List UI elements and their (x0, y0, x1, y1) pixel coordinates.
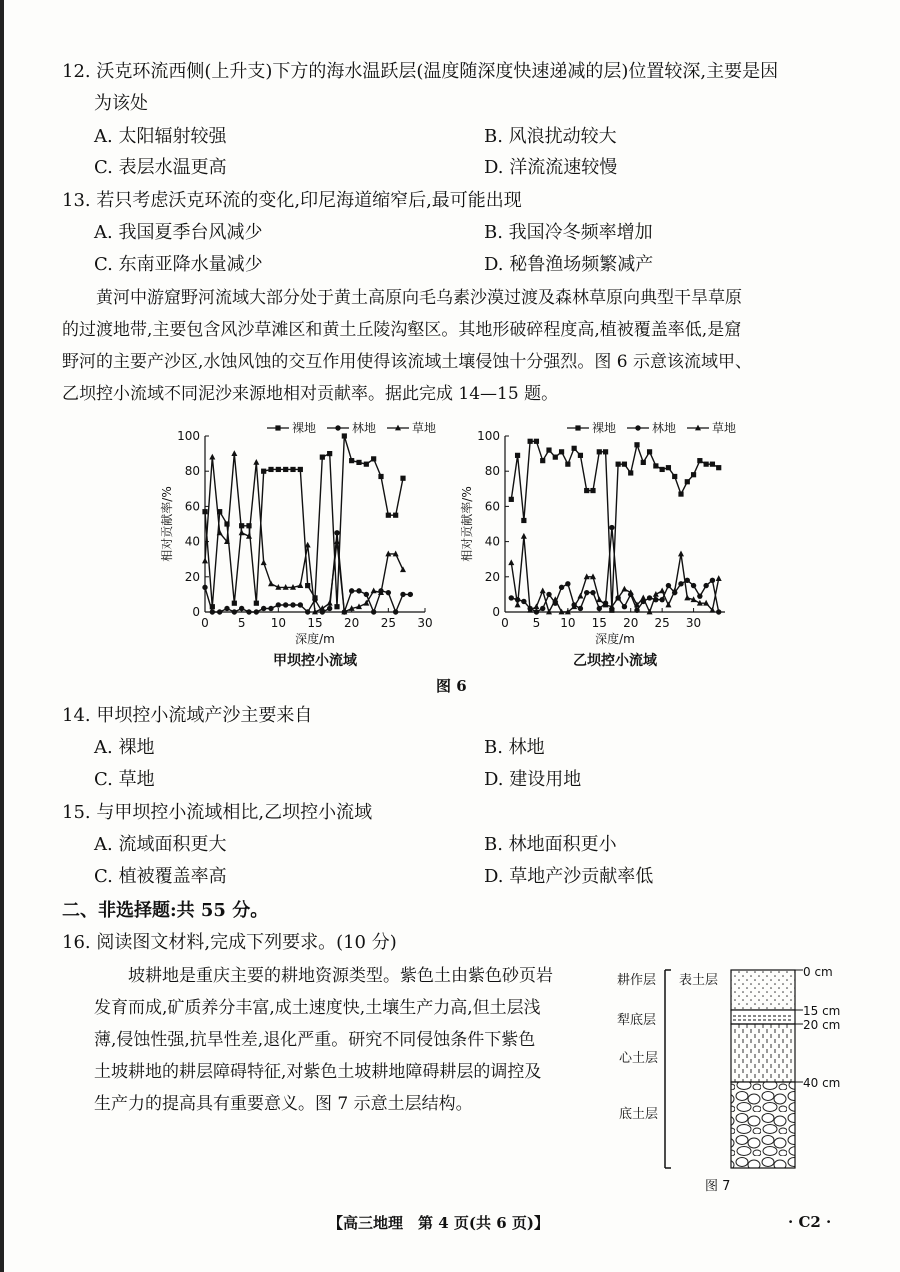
q16-stem: 16. 阅读图文材料,完成下列要求。(10 分) (62, 932, 397, 953)
point-forest (716, 609, 721, 614)
point-bare (628, 470, 633, 475)
point-bare (678, 491, 683, 496)
x-tick-label: 5 (532, 616, 541, 630)
point-forest (590, 590, 595, 595)
chart-title: 甲坝控小流域 (273, 653, 357, 669)
q13-option-c[interactable]: C. 东南亚降水量减少 (94, 254, 263, 275)
point-bare (378, 474, 383, 479)
page-edge (0, 0, 4, 1272)
point-grass (540, 587, 546, 593)
q12-option-a[interactable]: A. 太阳辐射较强 (94, 126, 227, 147)
point-forest (609, 525, 614, 530)
x-tick-label: 0 (201, 616, 209, 630)
point-bare (534, 439, 539, 444)
x-tick-label: 5 (237, 616, 246, 630)
q14-stem: 14. 甲坝控小流域产沙主要来自 (62, 705, 313, 726)
chart-jia (159, 420, 436, 669)
figure-6-caption: 图 6 (436, 677, 467, 695)
point-grass (209, 454, 215, 460)
point-forest (290, 602, 295, 607)
y-axis-label: 相对贡献率/% (460, 486, 474, 562)
q15-option-c[interactable]: C. 植被覆盖率高 (94, 866, 227, 887)
point-grass (239, 529, 245, 535)
point-forest (534, 609, 539, 614)
legend-label: 裸地 (292, 421, 317, 435)
point-grass (659, 587, 665, 593)
point-forest (597, 606, 602, 611)
q15-stem: 15. 与甲坝控小流域相比,乙坝控小流域 (62, 802, 373, 823)
label-bottom-soil: 底土层 (619, 1107, 659, 1122)
point-bare (400, 476, 405, 481)
point-bare (528, 439, 533, 444)
legend-marker (275, 425, 280, 430)
point-grass (268, 580, 274, 586)
point-bare (546, 447, 551, 452)
point-bare (202, 509, 207, 514)
point-bare (268, 467, 273, 472)
point-forest (232, 609, 237, 614)
q14-option-d[interactable]: D. 建设用地 (484, 769, 582, 790)
point-forest (521, 599, 526, 604)
point-grass (253, 459, 259, 465)
label-subsoil: 心土层 (619, 1051, 659, 1066)
subsoil-layer (731, 1024, 795, 1082)
passage-line: 乙坝控小流域不同泥沙来源地相对贡献率。据此完成 14—15 题。 (62, 384, 559, 404)
point-forest (559, 585, 564, 590)
point-grass (577, 593, 583, 599)
y-tick-label: 20 (484, 569, 500, 584)
depth-label-40: 40 cm (803, 1076, 841, 1090)
point-grass (261, 559, 267, 565)
label-plow-pan: 犁底层 (617, 1013, 657, 1028)
point-bare (334, 604, 339, 609)
point-bare (327, 451, 332, 456)
y-tick-label: 80 (484, 464, 500, 479)
point-bare (603, 449, 608, 454)
point-bare (572, 446, 577, 451)
point-forest (210, 609, 215, 614)
point-bare (685, 479, 690, 484)
point-forest (578, 606, 583, 611)
passage-line: 的过渡地带,主要包含风沙草滩区和黄土丘陵沟壑区。其地形破碎程度高,植被覆盖率低,是窟 (62, 320, 742, 340)
point-grass (515, 602, 521, 608)
q12-stem-line2: 为该处 (94, 93, 148, 114)
point-forest (509, 595, 514, 600)
point-bare (553, 455, 558, 460)
point-forest (678, 581, 683, 586)
x-axis-label: 深度/m (595, 632, 635, 646)
passage-line: 土坡耕地的耕层障碍特征,对紫色土坡耕地障碍耕层的调控及 (94, 1062, 542, 1082)
y-tick-label: 40 (184, 534, 200, 549)
point-bare (261, 469, 266, 474)
q14-option-a[interactable]: A. 裸地 (94, 737, 155, 758)
point-forest (647, 595, 652, 600)
chart-yi (459, 420, 736, 669)
y-tick-label: 100 (477, 429, 500, 443)
point-grass (665, 602, 671, 608)
legend-label: 裸地 (592, 421, 617, 435)
legend-label: 林地 (352, 421, 377, 435)
q13-option-d[interactable]: D. 秘鲁渔场频繁减产 (484, 254, 654, 275)
q15-option-b[interactable]: B. 林地面积更小 (484, 834, 617, 855)
point-forest (691, 583, 696, 588)
point-forest (400, 592, 405, 597)
q12-option-c[interactable]: C. 表层水温更高 (94, 157, 227, 178)
point-forest (703, 583, 708, 588)
point-forest (327, 606, 332, 611)
point-forest (261, 606, 266, 611)
point-forest (386, 590, 391, 595)
section-2-heading: 二、非选择题:共 55 分。 (62, 900, 269, 921)
point-bare (364, 462, 369, 467)
passage-line: 黄河中游窟野河流域大部分处于黄土高原向毛乌素沙漠过渡及森林草原向典型干旱草原 (96, 288, 742, 308)
y-tick-label: 40 (484, 534, 500, 549)
point-grass (334, 538, 340, 544)
y-tick-label: 80 (184, 464, 200, 479)
point-bare (565, 462, 570, 467)
point-bare (597, 449, 602, 454)
point-forest (546, 592, 551, 597)
figure-6 (150, 410, 750, 670)
x-tick-label: 30 (417, 616, 433, 630)
point-bare (540, 458, 545, 463)
point-forest (246, 609, 251, 614)
point-bare (356, 460, 361, 465)
point-forest (408, 592, 413, 597)
point-forest (239, 606, 244, 611)
chart-title: 乙坝控小流域 (573, 653, 657, 669)
figure-7-caption: 图 7 (705, 1179, 731, 1194)
q15-option-d[interactable]: D. 草地产沙贡献率低 (484, 866, 654, 887)
q13-option-a[interactable]: A. 我国夏季台风减少 (94, 222, 263, 243)
point-forest (540, 606, 545, 611)
point-forest (622, 604, 627, 609)
legend-label: 林地 (652, 421, 677, 435)
x-axis-label: 深度/m (295, 632, 335, 646)
point-forest (254, 609, 259, 614)
point-bare (305, 583, 310, 588)
point-bare (290, 467, 295, 472)
point-forest (584, 590, 589, 595)
point-bare (386, 513, 391, 518)
point-grass (596, 596, 602, 602)
y-tick-label: 60 (484, 499, 500, 514)
x-tick-label: 10 (560, 616, 576, 630)
point-grass (533, 603, 539, 609)
legend-label: 草地 (412, 421, 437, 435)
point-bare (521, 518, 526, 523)
figure-7 (605, 958, 850, 1198)
passage-line: 薄,侵蚀性强,抗旱性差,退化严重。研究不同侵蚀条件下紫色 (94, 1030, 536, 1050)
point-grass (521, 533, 527, 539)
y-tick-label: 0 (192, 605, 200, 619)
x-tick-label: 30 (685, 616, 702, 630)
y-tick-label: 20 (184, 569, 200, 584)
point-forest (276, 602, 281, 607)
point-grass (400, 566, 406, 572)
point-forest (659, 597, 664, 602)
x-tick-label: 20 (623, 616, 639, 630)
point-bare (254, 601, 259, 606)
point-bare (634, 442, 639, 447)
x-tick-label: 15 (307, 616, 323, 630)
q13-option-b[interactable]: B. 我国冷冬频率增加 (484, 222, 653, 243)
paper-code: · C2 · (788, 1213, 832, 1231)
topsoil-layer (731, 970, 795, 1010)
q15-option-a[interactable]: A. 流域面积更大 (94, 834, 227, 855)
point-bare (616, 462, 621, 467)
passage-line: 发育而成,矿质养分丰富,成土速度快,土壤生产力高,但土层浅 (94, 998, 541, 1018)
point-bare (283, 467, 288, 472)
point-bare (653, 463, 658, 468)
point-bare (590, 488, 595, 493)
q16-passage (94, 960, 553, 1120)
point-forest (364, 592, 369, 597)
point-grass (640, 595, 646, 601)
x-tick-label: 15 (591, 616, 607, 630)
point-forest (666, 583, 671, 588)
y-tick-label: 0 (492, 605, 500, 619)
point-bare (584, 488, 589, 493)
depth-label-15: 15 cm (803, 1004, 841, 1018)
passage-line: 野河的主要产沙区,水蚀风蚀的交互作用使得该流域土壤侵蚀十分强烈。图 6 示意该流域甲、 (62, 352, 753, 372)
point-bare (371, 456, 376, 461)
passage-line: 坡耕地是重庆主要的耕地资源类型。紫色土由紫色砂页岩 (128, 966, 553, 986)
y-axis-label: 相对贡献率/% (160, 486, 174, 562)
x-tick-label: 0 (501, 616, 509, 630)
series-line-bare (511, 441, 718, 610)
point-bare (710, 462, 715, 467)
point-forest (697, 593, 702, 598)
depth-label-20: 20 cm (803, 1018, 841, 1032)
q12-option-d[interactable]: D. 洋流流速较慢 (484, 157, 618, 178)
point-bare (697, 458, 702, 463)
point-grass (508, 559, 514, 565)
point-grass (684, 595, 690, 601)
x-tick-label: 25 (654, 616, 670, 630)
point-bare (509, 497, 514, 502)
point-forest (393, 609, 398, 614)
point-forest (334, 530, 339, 535)
point-bare (641, 460, 646, 465)
point-forest (349, 588, 354, 593)
point-bare (666, 465, 671, 470)
point-forest (356, 588, 361, 593)
point-bare (647, 449, 652, 454)
y-tick-label: 100 (177, 429, 200, 443)
page-footer: 【高三地理 第 4 页(共 6 页)】 (328, 1214, 549, 1232)
point-bare (559, 449, 564, 454)
legend-marker (335, 425, 340, 430)
point-bare (320, 455, 325, 460)
point-forest (217, 609, 222, 614)
point-bare (716, 465, 721, 470)
y-tick-label: 60 (184, 499, 200, 514)
point-grass (297, 582, 303, 588)
point-grass (327, 600, 333, 606)
legend-marker (635, 425, 640, 430)
point-forest (283, 602, 288, 607)
point-grass (231, 450, 237, 456)
point-grass (716, 575, 722, 581)
point-bare (660, 467, 665, 472)
point-bare (515, 453, 520, 458)
legend-marker (575, 425, 580, 430)
q14-option-c[interactable]: C. 草地 (94, 769, 155, 790)
point-bare (232, 601, 237, 606)
point-bare (276, 467, 281, 472)
passage-line: 生产力的提高具有重要意义。图 7 示意土层结构。 (94, 1094, 473, 1114)
label-tillage-layer: 耕作层 (617, 973, 657, 988)
point-forest (224, 606, 229, 611)
passage-14-15 (62, 282, 752, 410)
point-forest (565, 581, 570, 586)
bottom-soil-layer (731, 1082, 795, 1168)
point-forest (371, 609, 376, 614)
point-forest (202, 585, 207, 590)
point-bare (342, 433, 347, 438)
x-tick-label: 20 (344, 616, 360, 630)
point-bare (691, 472, 696, 477)
x-tick-label: 10 (270, 616, 286, 630)
point-bare (578, 453, 583, 458)
point-forest (268, 606, 273, 611)
point-bare (393, 513, 398, 518)
point-grass (621, 586, 627, 592)
label-topsoil: 表土层 (679, 973, 719, 988)
legend-label: 草地 (712, 421, 737, 435)
point-bare (298, 467, 303, 472)
q12-stem-line1: 12. 沃克环流西侧(上升支)下方的海水温跃层(温度随深度快速递减的层)位置较深,主要是因 (62, 61, 779, 82)
point-grass (202, 558, 208, 564)
point-grass (678, 551, 684, 557)
point-forest (298, 602, 303, 607)
point-bare (704, 462, 709, 467)
point-forest (305, 609, 310, 614)
q13-stem: 13. 若只考虑沃克环流的变化,印尼海道缩窄后,最可能出现 (62, 190, 522, 211)
point-bare (672, 474, 677, 479)
point-bare (622, 462, 627, 467)
q12-option-b[interactable]: B. 风浪扰动较大 (484, 126, 617, 147)
point-bare (349, 458, 354, 463)
point-grass (371, 587, 377, 593)
point-forest (634, 608, 639, 613)
depth-label-0: 0 cm (803, 965, 833, 979)
plow-pan-layer (731, 1010, 795, 1024)
point-forest (710, 578, 715, 583)
x-tick-label: 25 (380, 616, 396, 630)
q14-option-b[interactable]: B. 林地 (484, 737, 545, 758)
